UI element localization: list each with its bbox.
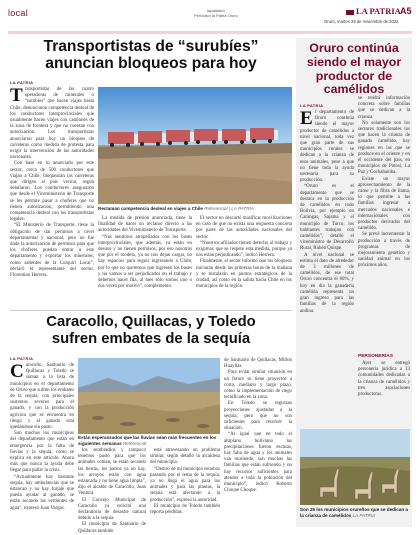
story2-column-4 [224,358,292,527]
paragraph: de Santuario de Quillacas, Milton Huayllas. [224,358,292,370]
story2-photo [78,358,220,434]
paragraph: El municipio de Toledo también reporta pérdidas. [150,503,220,516]
sidebar-headline-line: camélidos [323,82,385,97]
story1-headline-line2: anuncian bloqueos para hoy [45,55,257,72]
caption-credit: Referencial [122,440,147,446]
story2-column-3 [150,448,220,527]
paragraph: El sector no descartó masificar movilizaciones en caso de que no exista una respuesta concreta por parte de las autoridades nacionales del sector. [196,216,292,240]
sidebar-photo-caption [300,507,410,518]
story1-dropcap: T [10,85,23,106]
paragraph: “Oruro es el departamento que se destaca en la producción de camélidos en todo Bolivia, por ejemplo en Carangas, Sajama y el municipio de Turco, los habitantes trabajan con camélidos”, detalló el viceministro de Desarrollo Rural, Rubén Quispe. [300,184,354,252]
story2-column-1 [10,363,74,527]
paragraph: El municipio de Santuario de Quillacas también [78,522,146,534]
paragraph: “El Ministerio de Transporte, tiene la obligación de dar permisos a nivel departamental y nacional, pero no fue dado la autorización de permisos para que los choferes puedan entrar a este departamento y exportar los minerales, como salientes de la Colquiri Local”, declaró el representante del sector, Florentino Herrera. [10,223,94,279]
paragraph: “Al igual que en todo el altiplano boliviano las precipitaciones fueron escasas, hay falta de agua y los animales van muriendo, son muchas las familias que están sufriendo y no hay recursos suficientes para atender a toda la población del municipio”, indicó Roberto Choque Choque. [224,432,292,494]
header-social [194,8,238,18]
paragraph: Con base en lo anunciado por este sector, cerca de 500 conductores que viajan a Chile, bloquearán las carreteras que dirigen al país vecino, según detallaron. Los conductores aseguraron que desde el Viceministerio de Transporte se les permite pasar a choferes que no tienen autorización, permitiendo una competencia desleal con los transportistas legales. [10,161,94,223]
sidebar-headline [298,42,410,97]
sidebar-headline-line: productor de [315,68,393,83]
sidebar-subhead: PERSONERÍAS [358,354,393,359]
story1-column-2 [98,216,192,308]
paragraph: se tendrá información concreta sobre familias que se dedican a la crianza. [358,96,410,120]
story1-headline-line1: Transportistas de “surubíes” [43,38,259,55]
paragraph: los sembradíos y tampoco tenemos pasto para que los animales coman, se están secando las tierras, los pastos ya no hay, los arroyos están con agua estancada y no tiene agua limpia”, dijo el alcalde de Caracollo, Juan Ventura. [78,448,146,497]
paragraph: En Toledo se registran proyecciones ajustadas a la sequía, pero que no son suficientes para resolver la situación. [224,401,292,432]
paragraph: El Concejo Municipal de Caracollo ya solicitó una declaratoria de desastre natural debido a la sequía. [78,497,146,522]
paragraph: Ayer se entregó personería jurídica a 13 comunidades dedicadas a la crianza de camélidos y tres asociaciones productoras. [358,361,410,398]
story1-photo-caption [98,206,292,212]
paragraph: La medida de presión anunciada, tiene la finalidad de hacer un reclamo directo a las autoridades del Viceministerio de Transporte. [98,216,192,234]
paragraph: No solamente son los sectores tradicionales los que hacen la crianza de ganado camélido, hay regiones en las que se produce en el oriente y en el occidente del país, en municipios de Potosí, La Paz y Cochabamba. [358,120,410,176]
caption-text: Reclaman competencia desleal en viajes a Chile [98,206,203,211]
caption-credit: Referencial | LA PATRIA [204,206,254,211]
story2-photo-caption [78,435,220,446]
paragraph: “Actualmente hay bastante sequía, hay ambulancias que se estancan y no hay forjaje que pueda ayudar al ganado, se están secando las vertientes de agua”, expresó Juan Vargas. [10,474,74,511]
story1-headline [10,38,292,72]
sidebar-column-2 [358,96,410,350]
story2-column-2 [78,448,146,534]
paragraph: Son muchos los municipios del departamento que están en emergencia por la falta de lluvias y la sequía, como se explica en este artículo. Ahora más que nunca la ayuda debe llegar para paliar la crisis. [10,431,74,474]
logo-icon [346,10,354,15]
section-label: local [8,8,29,18]
social-page: Periódico la Patria Oruro [194,13,238,18]
paragraph: A nivel nacional se estima el dato de alrededor de 3 millones de camélidos, de ese total Oruro concentra el 60%, y hoy en día la ganadería camélida representa un gran ingreso para las familias de la región andina. [300,252,354,314]
caption-credit: LA PATRIA [352,512,376,518]
paragraph: aracollo, Santuario de Quillacas y Toledo se suman a la lista de municipios en el departamento de Oruro que sufren los embates de la sequía, con principales sustentos severos para el ganado, y con la producción agrícola que se encuentra en riesgo y el ganado está quedándose sin pasto. [10,363,74,431]
paragraph: ransportistas de las cuatro operadoras de minerales o “surubíes” que hacen viajes hasta Chile, denunciaron competencia desleal de los conductores interprovinciales que usualmente hacen viajes con camiones de la zona de frontera y que no cuentan con autorización. Los transportistas anunciaron para hoy un bloqueo de carreteras como medida de protesta para exigir la intervención de las autoridades nacionales. [10,87,94,161]
dry-field-image [78,358,220,434]
story2-headline-line2: sufren embates de la sequía [51,330,251,347]
story2-headline-line1: Caracollo, Quillacas, y Toledo [46,314,256,330]
issue-date: Oruro, martes 29 de noviembre de 2022 [324,19,399,24]
logo-text: LA PATRIA [356,6,401,16]
paragraph: l departamento de Oruro continúa siendo el mayor productor de camélidos a nivel nacional, toda vez que gran parte de sus municipios rurales se dedican a la crianza de esos animales, pese a que no tiene toda la ayuda necesaria para su producción. [300,110,354,184]
header-rule [8,31,412,34]
sidebar-column-3 [358,361,410,425]
paragraph: está atravesando un problema similar, según detalló la alcaldesa del municipio. [150,448,220,466]
page-number: A5 [400,6,412,16]
paragraph: Existe un mayor aprovechamiento de la carne y la fibra de llama, lo que permite a las familias ingresar a mercados nacionales e internacionales con productos derivados del camélido. [358,176,410,232]
llamas-image [300,429,410,505]
paragraph: “Dentro de mi municipio estamos pasando por el tema de la sequía, ya no llega el agua para los animales y para las plantas, la sequía está afectando a la producción”, expresó la autoridad. [150,466,221,503]
page-header [8,4,412,32]
sidebar-byline: LA PATRIA [300,103,324,108]
newspaper-logo [346,6,401,16]
story2-byline: LA PATRIA [10,356,34,361]
paragraph: “Nos sentimos atropellados con los buses interprovinciales, que además, ya están en desuso y no tienen permisos, por eso nosotros que por el modelo, ya no nos dejan cargar, no hay espacios para seguir ingresando a Chile, por lo que no queremos que ingresen los buses y no vamos a ser perjudicados en el trabajo y debemos hacer fila, al mes sólo somos uno o dos veces por motivo”, complementó. [98,234,192,290]
paragraph: “Nuestros afiliados tienen derecho al trabajo y exigimos que se respete esta medida, porque ya nos están perjudicando”, indicó Herrera. [196,240,292,259]
story1-photo [98,87,292,204]
story2-dropcap: C [10,361,24,382]
sidebar-headline-line: Oruro continúa [309,41,399,55]
story1-column-1 [10,87,94,307]
caption-text: Están esperanzados que las lluvias sean más frecuentes en los siguientes semanas [78,435,217,446]
sidebar-dropcap: E [300,108,313,129]
story-divider [10,310,292,311]
caption-text: Son 25 los municipios orureños que se dedican a la crianza de camélidos [300,507,408,518]
story2-headline [10,314,292,347]
story1-column-3 [196,216,292,308]
trucks-on-road-image [98,87,292,204]
sidebar-column-1 [300,110,354,425]
story1-byline: LA PATRIA [10,80,34,85]
paragraph: Finalmente, el sector informó que los bloqueos iniciarán desde las primeras horas de la mañana y se instalarán en puntos estratégicos de la ciudad, así como en la salida hacia Chile en los municipios de la región. [196,259,292,290]
paragraph: Se prevé incrementar la producción a través de programas de mejoramiento genético y sanidad animal en los próximos años. [358,232,410,269]
sidebar-photo [300,429,410,505]
paragraph: Para evitar similar situación en un futuro se tiene proyectos a corto, mediano y largo plazo, como la implementación de riego tecnificado en la zona. [224,370,292,401]
social-handle: lapatriabo [207,8,225,13]
sidebar-headline-line: siendo el mayor [306,54,402,69]
